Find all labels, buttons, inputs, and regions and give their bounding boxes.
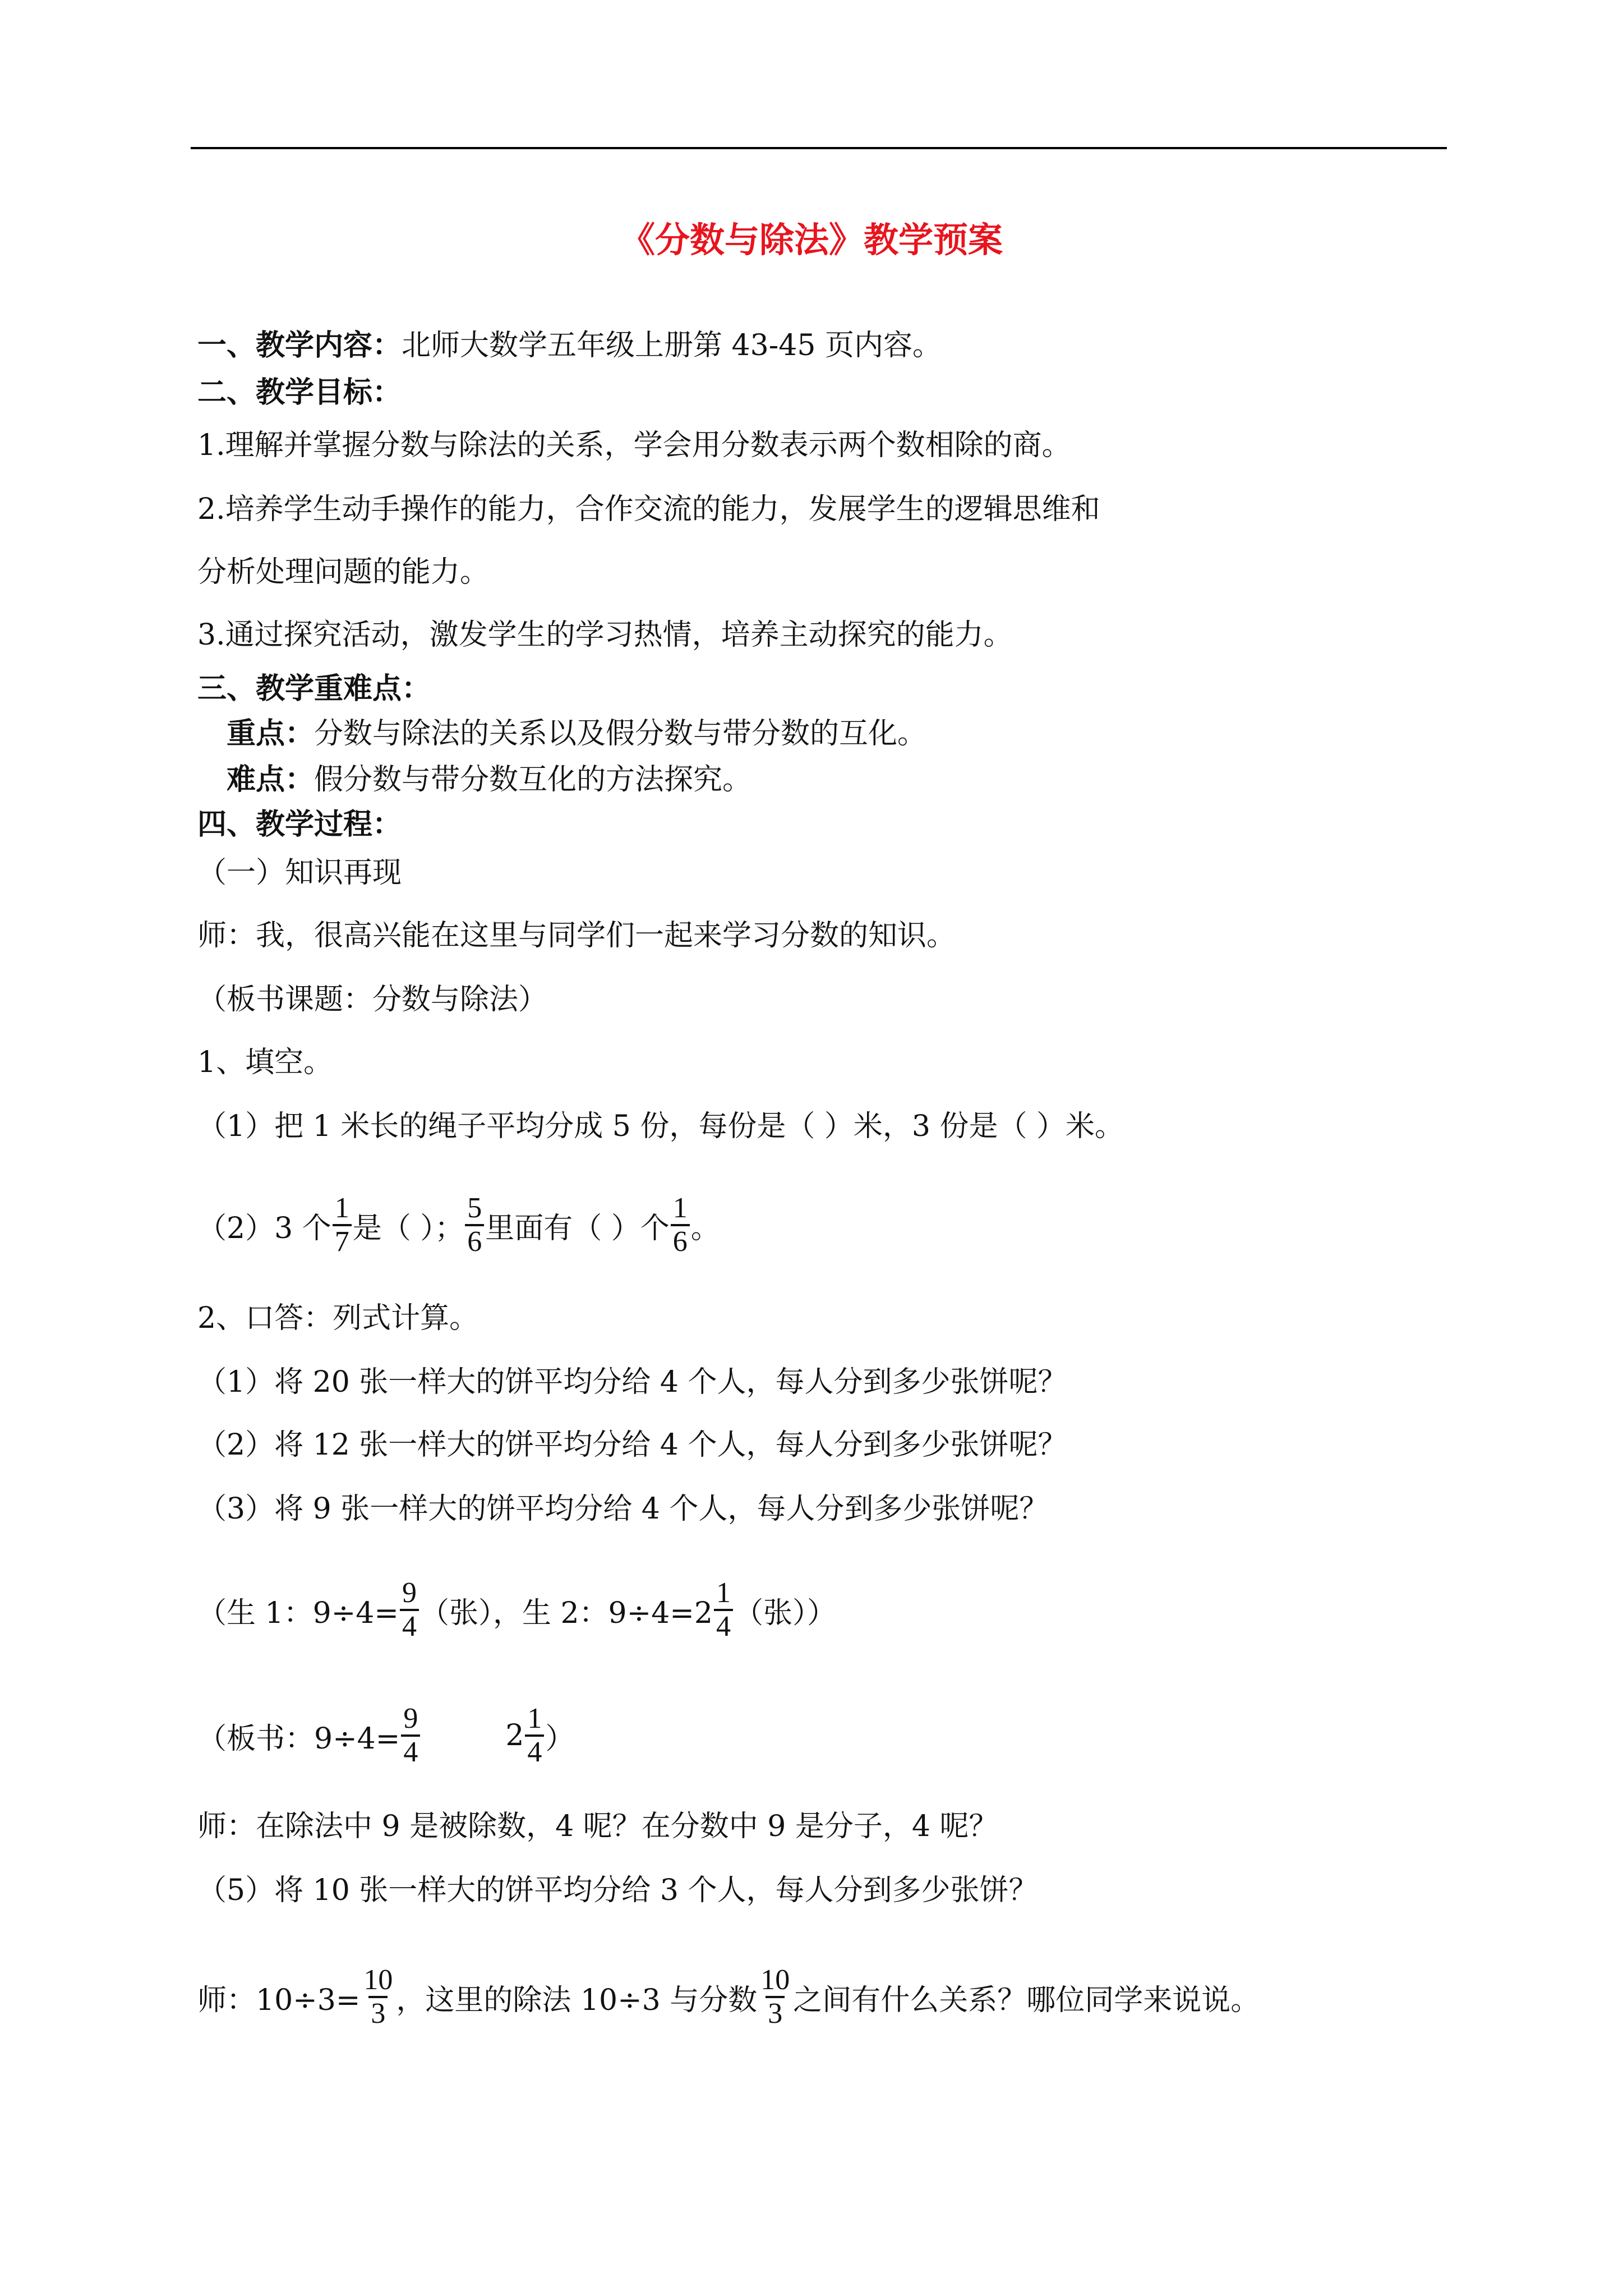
text-part: 2 (505, 1719, 524, 1752)
fraction (361, 1964, 395, 2030)
text-part: （生 1：9÷4= (197, 1596, 399, 1630)
fraction (400, 1577, 419, 1642)
text-part: （板书：9÷4= (197, 1722, 400, 1756)
board-title: （板书课题：分数与除法） (197, 983, 548, 1016)
denominator: 4 (400, 1609, 419, 1642)
exercise-2-item-1: （1）将 20 张一样大的饼平均分给 4 个人，每人分到多少张饼呢？ (197, 1365, 1067, 1399)
denominator: 4 (714, 1609, 733, 1642)
text-part: 里面有（ ）个 (485, 1211, 670, 1245)
text-part: ） (545, 1722, 575, 1756)
text-part: 是（ ）； (352, 1211, 464, 1245)
goal-3: 3.通过探究活动，激发学生的学习热情，培养主动探究的能力。 (197, 618, 1013, 652)
key-label: 重点： (227, 717, 315, 751)
fraction (333, 1193, 352, 1258)
fraction (714, 1577, 733, 1642)
numerator: 1 (334, 1192, 349, 1224)
section-text: 北师大数学五年级上册第 43-45 页内容。 (402, 329, 942, 362)
exercise-1: 1、填空。 (197, 1046, 333, 1079)
numerator: 5 (467, 1192, 482, 1224)
goal-2-cont: 分析处理问题的能力。 (197, 555, 490, 589)
difficult-text: 假分数与带分数互化的方法探究。 (314, 763, 752, 797)
fraction (465, 1193, 484, 1258)
denominator: 4 (525, 1734, 544, 1768)
exercise-2-item-5: （5）将 10 张一样大的饼平均分给 3 个人，每人分到多少张饼？ (197, 1874, 1038, 1907)
text-part: 之间有什么关系？哪位同学来说说。 (793, 1983, 1260, 2017)
text-part: 。 (690, 1211, 720, 1245)
exercise-1-item-2 (197, 1180, 720, 1270)
key-text: 分数与除法的关系以及假分数与带分数的互化。 (314, 717, 927, 751)
exercise-2-item-3: （3）将 9 张一样大的饼平均分给 4 个人，每人分到多少张饼呢？ (197, 1492, 1049, 1526)
section-process-heading: 四、教学过程： (197, 808, 402, 841)
denominator: 3 (368, 1996, 388, 2030)
denominator: 6 (465, 1224, 484, 1258)
fraction (758, 1964, 792, 2030)
exercise-2-item-2: （2）将 12 张一样大的饼平均分给 4 个人，每人分到多少张饼呢？ (197, 1428, 1067, 1462)
fraction (525, 1703, 544, 1768)
numerator: 9 (402, 1577, 417, 1609)
text-part: 师：10÷3= (197, 1983, 361, 2017)
section-key-heading: 三、教学重难点： (197, 672, 431, 706)
denominator: 3 (766, 1996, 785, 2030)
text-part: ，这里的除法 10÷3 与分数 (396, 1983, 758, 2017)
exercise-2: 2、口答：列式计算。 (197, 1301, 479, 1335)
denominator: 7 (333, 1224, 352, 1258)
teacher-relation-question (197, 1952, 1260, 2042)
section-goals-heading: 二、教学目标： (197, 376, 402, 409)
denominator: 6 (671, 1224, 690, 1258)
exercise-1-item-1: （1）把 1 米长的绳子平均分成 5 份，每份是（ ）米，3 份是（ ）米。 (197, 1110, 1124, 1143)
numerator: 1 (527, 1703, 542, 1734)
numerator: 10 (363, 1964, 393, 1996)
difficult-point (227, 762, 751, 798)
header-rule (191, 147, 1447, 149)
denominator: 4 (401, 1734, 420, 1768)
section-content (197, 328, 942, 364)
fraction (401, 1703, 420, 1768)
student-answers (197, 1565, 836, 1655)
document-title: 《分数与除法》教学预案 (620, 219, 1003, 260)
key-point (227, 716, 926, 752)
teacher-line: 师：我，很高兴能在这里与同学们一起来学习分数的知识。 (197, 919, 956, 953)
text-part: （2）3 个 (197, 1211, 331, 1245)
board-writing (197, 1691, 574, 1780)
numerator: 1 (716, 1577, 731, 1609)
numerator: 9 (403, 1703, 418, 1734)
subsection-review: （一）知识再现 (197, 856, 402, 890)
section-heading: 一、教学内容： (197, 329, 402, 362)
text-part: （张），生 2：9÷4=2 (419, 1596, 713, 1630)
text-part: （张）） (734, 1596, 836, 1630)
fraction (671, 1193, 690, 1258)
teacher-question: 师：在除法中 9 是被除数，4 呢？在分数中 9 是分子，4 呢？ (197, 1810, 998, 1843)
goal-2: 2.培养学生动手操作的能力，合作交流的能力，发展学生的逻辑思维和 (197, 493, 1100, 526)
numerator: 10 (760, 1964, 790, 1996)
numerator: 1 (672, 1192, 688, 1224)
goal-1: 1.理解并掌握分数与除法的关系，学会用分数表示两个数相除的商。 (197, 429, 1071, 462)
difficult-label: 难点： (227, 763, 315, 797)
